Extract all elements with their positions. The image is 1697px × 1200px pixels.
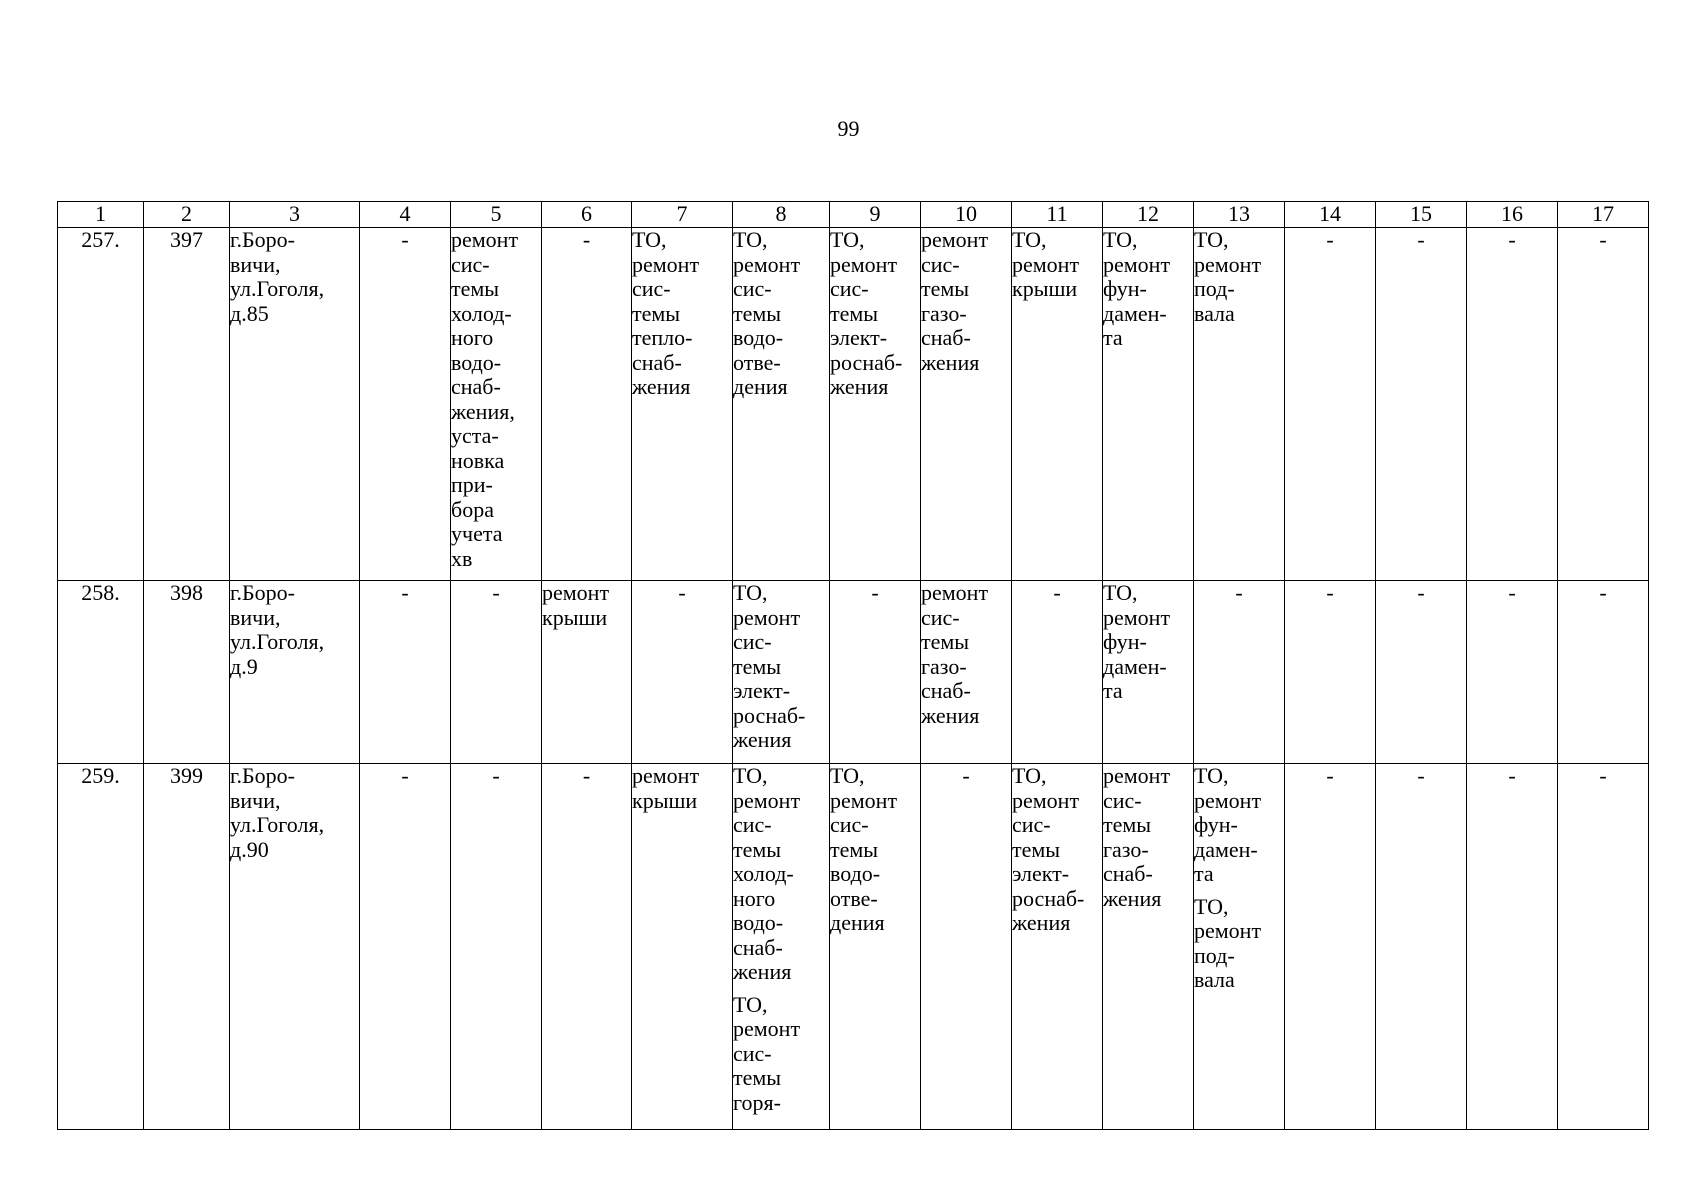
cell-text-line: вичи,	[230, 251, 281, 277]
cell-text-line: ТО,	[1103, 580, 1138, 605]
cell-text-line: жения	[921, 349, 980, 375]
cell-text-line: сис-	[1012, 812, 1051, 837]
repair-schedule-table	[57, 201, 1649, 1130]
table-cell: -	[451, 581, 542, 764]
cell-text-line: сис-	[632, 276, 671, 301]
cell-text-line: учета	[451, 521, 503, 546]
cell-text-line: ТО,	[733, 763, 768, 788]
cell-text-line: темы	[921, 629, 970, 654]
object-code-cell: 399	[144, 764, 230, 1130]
cell-text-line: сис-	[1103, 787, 1142, 813]
cell-text-line: снаб-	[921, 325, 971, 350]
cell-text-line: роснаб-	[1012, 885, 1085, 911]
cell-text-line: снаб-	[921, 678, 971, 703]
cell-text-line: роснаб-	[830, 349, 903, 375]
cell-text-line: жения	[733, 959, 792, 984]
cell-text-line: ТО,	[1194, 227, 1229, 252]
table-cell	[830, 228, 921, 581]
column-number: 14	[1285, 202, 1376, 228]
table-cell: -	[360, 581, 451, 764]
cell-text-line: ремонт	[733, 1016, 801, 1041]
cell-text-line: тепло-	[632, 325, 693, 350]
cell-text-line: ТО,	[733, 580, 768, 605]
cell-entry	[733, 993, 829, 1116]
cell-text-line: г.Боро-	[230, 580, 296, 605]
cell-text-line: темы	[733, 1065, 782, 1090]
column-number: 13	[1194, 202, 1285, 228]
page-number: 99	[837, 116, 860, 141]
cell-text-line: снаб-	[733, 934, 783, 960]
cell-entry	[733, 764, 829, 985]
cell-text-line: сис-	[921, 604, 960, 630]
column-number: 1	[58, 202, 144, 228]
cell-text-line: жения,	[451, 398, 515, 424]
column-number-row	[58, 202, 1649, 228]
column-number: 11	[1012, 202, 1103, 228]
table-cell: -	[830, 581, 921, 764]
table-cell	[733, 581, 830, 764]
cell-text-line: д.85	[230, 300, 269, 326]
cell-text-line: ремонт	[921, 227, 989, 252]
cell-text-line: ул.Гоголя,	[230, 629, 325, 654]
row-number-cell: 257.	[58, 228, 144, 581]
cell-text-line: жения	[632, 374, 691, 399]
cell-text-line: темы	[1103, 812, 1152, 837]
column-number: 5	[451, 202, 542, 228]
cell-text-line: ремонт	[1194, 251, 1262, 277]
table-cell	[1194, 764, 1285, 1130]
cell-text-line: газо-	[921, 300, 967, 326]
cell-text-line: ремонт	[632, 251, 700, 277]
table-cell: -	[1558, 581, 1649, 764]
table-cell	[1103, 228, 1194, 581]
table-cell	[632, 764, 733, 1130]
table-cell: -	[1558, 228, 1649, 581]
cell-text-line: жения	[733, 727, 792, 752]
cell-text-line: фун-	[1103, 276, 1147, 301]
cell-text-line: темы	[830, 300, 879, 326]
cell-text-line: ремонт	[1012, 787, 1080, 813]
table-row	[58, 228, 1649, 581]
cell-text-line: ул.Гоголя,	[230, 276, 325, 301]
cell-text-line: уста-	[451, 423, 499, 448]
table-cell: -	[542, 764, 632, 1130]
column-number: 7	[632, 202, 733, 228]
cell-text-line: темы	[733, 300, 782, 326]
cell-text-line: газо-	[921, 653, 967, 679]
cell-text-line: дамен-	[1103, 300, 1167, 326]
table-cell: -	[1467, 764, 1558, 1130]
cell-text-line: сис-	[733, 812, 772, 837]
cell-text-line: ТО,	[1103, 227, 1138, 252]
cell-text-line: вала	[1194, 967, 1235, 992]
cell-text-line: водо-	[733, 910, 784, 935]
table-cell: -	[1012, 581, 1103, 764]
cell-text-line: крыши	[632, 787, 698, 813]
object-code-cell: 397	[144, 228, 230, 581]
table-cell	[1194, 228, 1285, 581]
cell-text-line: холод-	[451, 300, 512, 326]
cell-text-line: жения	[921, 702, 980, 728]
column-number: 3	[230, 202, 360, 228]
cell-text-line: ремонт	[1103, 604, 1171, 630]
cell-text-line: новка	[451, 447, 505, 473]
column-number: 6	[542, 202, 632, 228]
cell-text-line: водо-	[451, 349, 502, 375]
column-number: 17	[1558, 202, 1649, 228]
cell-text-line: ремонт	[451, 227, 519, 252]
cell-text-line: ремонт	[1103, 763, 1171, 788]
cell-text-line: дения	[733, 374, 788, 399]
table-cell	[451, 228, 542, 581]
cell-text-line: снаб-	[632, 349, 682, 375]
cell-text-line: темы	[921, 276, 970, 301]
table-cell	[733, 764, 830, 1130]
cell-text-line: ремонт	[632, 763, 700, 788]
table-cell: -	[1194, 581, 1285, 764]
cell-text-line: сис-	[733, 276, 772, 301]
cell-text-line: при-	[451, 472, 493, 497]
cell-text-line: темы	[632, 300, 681, 326]
cell-text-line: дамен-	[1194, 836, 1258, 862]
cell-text-line: ного	[451, 325, 494, 350]
cell-text-line: отве-	[733, 349, 781, 375]
cell-text-line: темы	[451, 276, 500, 301]
table-cell	[921, 581, 1012, 764]
column-number: 9	[830, 202, 921, 228]
cell-text-line: элект-	[830, 325, 888, 350]
cell-text-line: под-	[1194, 276, 1235, 301]
cell-text-line: та	[1103, 678, 1123, 703]
cell-text-line: ремонт	[830, 787, 898, 813]
cell-text-line: ремонт	[1194, 918, 1262, 943]
table-cell: -	[1285, 228, 1376, 581]
column-number: 16	[1467, 202, 1558, 228]
table-cell: -	[360, 764, 451, 1130]
cell-text-line: ного	[733, 885, 776, 911]
cell-text-line: г.Боро-	[230, 763, 296, 788]
cell-text-line: ТО,	[830, 227, 865, 252]
cell-text-line: та	[1103, 325, 1123, 350]
cell-text-line: д.90	[230, 836, 269, 862]
cell-text-line: вичи,	[230, 604, 281, 630]
cell-text-line: сис-	[830, 276, 869, 301]
cell-text-line: сис-	[921, 251, 960, 277]
address-cell	[230, 228, 360, 581]
table-cell: -	[360, 228, 451, 581]
cell-text-line: бора	[451, 496, 494, 522]
column-number: 2	[144, 202, 230, 228]
column-number: 8	[733, 202, 830, 228]
cell-entry	[1194, 895, 1284, 993]
table-cell: -	[632, 581, 733, 764]
cell-text-line: темы	[1012, 836, 1061, 862]
cell-text-line: отве-	[830, 885, 878, 911]
cell-text-line: сис-	[733, 1040, 772, 1066]
table-row	[58, 764, 1649, 1130]
cell-text-line: ремонт	[1012, 251, 1080, 277]
cell-text-line: фун-	[1194, 812, 1238, 837]
cell-text-line: водо-	[733, 325, 784, 350]
cell-text-line: элект-	[1012, 861, 1070, 886]
table-cell: -	[542, 228, 632, 581]
object-code-cell: 398	[144, 581, 230, 764]
cell-text-line: снаб-	[1103, 861, 1153, 886]
cell-text-line: ремонт	[733, 604, 801, 630]
column-number: 15	[1376, 202, 1467, 228]
cell-text-line: темы	[830, 836, 879, 862]
cell-text-line: фун-	[1103, 629, 1147, 654]
table-cell	[733, 228, 830, 581]
cell-text-line: крыши	[1012, 276, 1078, 301]
cell-text-line: ТО,	[1012, 227, 1047, 252]
cell-text-line: сис-	[830, 812, 869, 837]
table-cell: -	[1376, 581, 1467, 764]
cell-text-line: ТО,	[1194, 763, 1229, 788]
cell-text-line: г.Боро-	[230, 227, 296, 252]
table-row	[58, 581, 1649, 764]
cell-text-line: жения	[1103, 885, 1162, 911]
cell-text-line: ТО,	[830, 763, 865, 788]
cell-text-line: хв	[451, 545, 473, 571]
cell-text-line: горя-	[733, 1089, 781, 1115]
cell-text-line: водо-	[830, 861, 881, 886]
cell-text-line: газо-	[1103, 836, 1149, 862]
table-cell	[1012, 764, 1103, 1130]
table-cell	[921, 228, 1012, 581]
column-number: 10	[921, 202, 1012, 228]
cell-text-line: ТО,	[733, 227, 768, 252]
column-number: 4	[360, 202, 451, 228]
cell-text-line: роснаб-	[733, 702, 806, 728]
table-cell: -	[1376, 228, 1467, 581]
cell-entry	[1194, 764, 1284, 887]
cell-text-line: ремонт	[1194, 787, 1262, 813]
cell-text-line: сис-	[451, 251, 490, 277]
row-number-cell: 258.	[58, 581, 144, 764]
cell-text-line: вала	[1194, 300, 1235, 326]
cell-text-line: ремонт	[542, 580, 610, 605]
cell-text-line: ТО,	[1194, 893, 1229, 919]
table-cell	[830, 764, 921, 1130]
address-cell	[230, 581, 360, 764]
table-cell	[632, 228, 733, 581]
table-cell	[1103, 764, 1194, 1130]
cell-text-line: ремонт	[1103, 251, 1171, 277]
cell-text-line: жения	[830, 374, 889, 399]
table-cell	[542, 581, 632, 764]
table-cell	[1103, 581, 1194, 764]
cell-text-line: под-	[1194, 942, 1235, 968]
cell-text-line: дения	[830, 910, 885, 935]
address-cell	[230, 764, 360, 1130]
cell-text-line: ремонт	[733, 787, 801, 813]
table-cell: -	[451, 764, 542, 1130]
table-cell: -	[921, 764, 1012, 1130]
table-cell: -	[1376, 764, 1467, 1130]
cell-text-line: ул.Гоголя,	[230, 812, 325, 837]
cell-text-line: элект-	[733, 678, 791, 703]
cell-text-line: снаб-	[451, 374, 501, 399]
cell-text-line: дамен-	[1103, 653, 1167, 679]
row-number-cell: 259.	[58, 764, 144, 1130]
cell-text-line: вичи,	[230, 787, 281, 813]
cell-text-line: ремонт	[921, 580, 989, 605]
cell-text-line: крыши	[542, 604, 608, 630]
cell-text-line: темы	[733, 836, 782, 862]
table-cell: -	[1285, 581, 1376, 764]
cell-text-line: жения	[1012, 910, 1071, 935]
cell-text-line: ТО,	[1012, 763, 1047, 788]
cell-text-line: сис-	[733, 629, 772, 654]
cell-text-line: ТО,	[632, 227, 667, 252]
table-cell	[1012, 228, 1103, 581]
cell-text-line: холод-	[733, 861, 794, 886]
table-cell: -	[1285, 764, 1376, 1130]
column-number: 12	[1103, 202, 1194, 228]
cell-text-line: та	[1194, 861, 1214, 886]
table-cell: -	[1467, 228, 1558, 581]
cell-text-line: темы	[733, 653, 782, 679]
cell-text-line: ТО,	[733, 991, 768, 1017]
cell-text-line: д.9	[230, 653, 258, 679]
table-cell: -	[1558, 764, 1649, 1130]
cell-text-line: ремонт	[830, 251, 898, 277]
table-cell: -	[1467, 581, 1558, 764]
cell-text-line: ремонт	[733, 251, 801, 277]
